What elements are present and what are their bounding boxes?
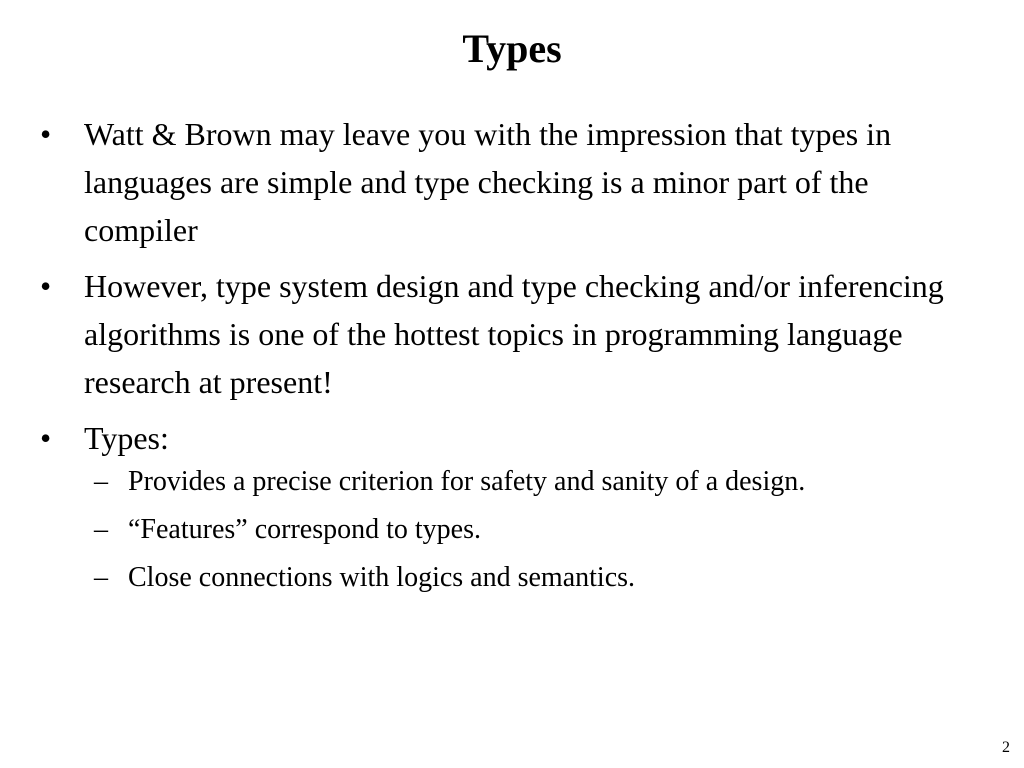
bullet-item xyxy=(40,262,980,406)
sub-bullet-item xyxy=(84,512,980,548)
bullet-text: Types: xyxy=(84,420,169,456)
sub-bullet-marker: – xyxy=(94,562,108,593)
sub-bullet-list xyxy=(84,464,980,596)
bullet-marker: • xyxy=(40,420,52,456)
slide-title: Types xyxy=(462,26,562,71)
bullet-item xyxy=(40,414,980,596)
bullet-text: However, type system design and type checking and/or inferencing algorithms is one of the hottest topics in programming language research at present! xyxy=(84,268,944,400)
bullet-text: Watt & Brown may leave you with the impression that types in languages are simple and type checking is a minor part of the compiler xyxy=(84,116,892,248)
bullet-marker: • xyxy=(40,268,52,304)
sub-bullet-marker: – xyxy=(94,514,108,545)
sub-bullet-item xyxy=(84,464,980,500)
sub-bullet-marker: – xyxy=(94,466,108,497)
bullet-list xyxy=(40,110,980,608)
sub-bullet-text: “Features” correspond to types. xyxy=(128,514,481,545)
sub-bullet-text: Close connections with logics and semantics. xyxy=(128,562,636,593)
bullet-item xyxy=(40,110,980,254)
sub-bullet-text: Provides a precise criterion for safety and sanity of a design. xyxy=(128,466,806,497)
bullet-marker: • xyxy=(40,116,52,152)
page-number: 2 xyxy=(1002,739,1010,756)
sub-bullet-item xyxy=(84,560,980,596)
